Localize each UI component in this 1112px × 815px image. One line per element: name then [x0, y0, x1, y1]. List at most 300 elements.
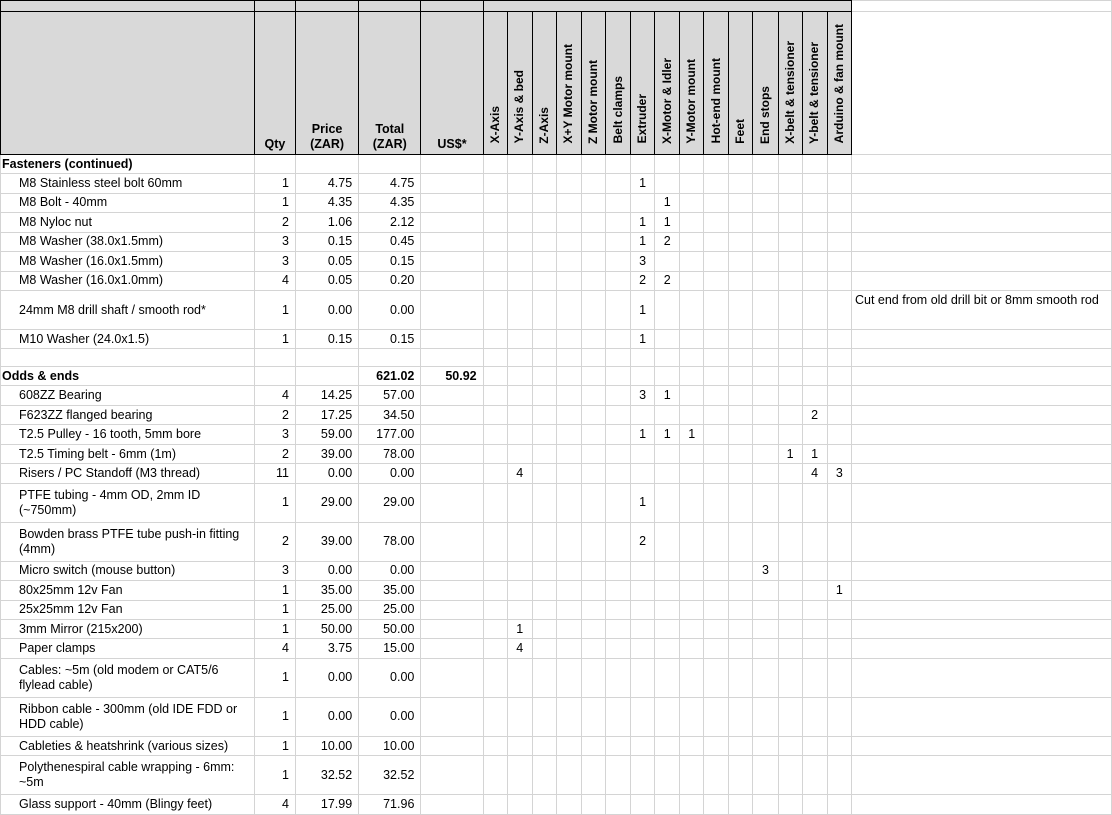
part-qty-cell[interactable]: 1	[655, 213, 680, 232]
price-cell[interactable]: 0.15	[295, 330, 358, 349]
part-qty-cell[interactable]	[483, 405, 507, 424]
header-part-13[interactable]	[802, 12, 827, 155]
part-qty-cell[interactable]	[802, 756, 827, 795]
total-cell[interactable]: 0.00	[359, 697, 421, 736]
qty-cell[interactable]: 2	[254, 522, 295, 561]
part-qty-cell[interactable]	[605, 600, 630, 619]
part-qty-cell[interactable]	[532, 174, 556, 193]
part-qty-cell[interactable]	[507, 366, 532, 385]
part-qty-cell[interactable]: 4	[802, 464, 827, 483]
usd-cell[interactable]	[421, 600, 483, 619]
part-qty-cell[interactable]	[483, 193, 507, 212]
header-part-1[interactable]	[507, 12, 532, 155]
part-qty-cell[interactable]: 3	[827, 464, 851, 483]
item-name-cell[interactable]: Cables: ~5m (old modem or CAT5/6 flylead cable)	[1, 658, 255, 697]
part-qty-cell[interactable]	[556, 483, 581, 522]
usd-cell[interactable]	[421, 330, 483, 349]
part-qty-cell[interactable]	[802, 581, 827, 600]
part-qty-cell[interactable]: 1	[655, 193, 680, 212]
part-qty-cell[interactable]	[556, 639, 581, 658]
usd-cell[interactable]	[421, 444, 483, 463]
price-cell[interactable]: 59.00	[295, 425, 358, 444]
part-qty-cell[interactable]	[483, 386, 507, 405]
part-qty-cell[interactable]	[655, 252, 680, 271]
part-qty-cell[interactable]	[532, 600, 556, 619]
part-qty-cell[interactable]	[655, 620, 680, 639]
part-qty-cell[interactable]	[532, 581, 556, 600]
total-cell[interactable]: 32.52	[359, 756, 421, 795]
item-name-cell[interactable]: Ribbon cable - 300mm (old IDE FDD or HDD cable)	[1, 697, 255, 736]
part-qty-cell[interactable]	[581, 444, 605, 463]
part-qty-cell[interactable]	[556, 600, 581, 619]
section-title-cell[interactable]: Odds & ends	[1, 366, 255, 385]
part-qty-cell[interactable]	[655, 561, 680, 580]
part-qty-cell[interactable]: 1	[778, 444, 802, 463]
part-qty-cell[interactable]	[605, 154, 630, 173]
item-name-cell[interactable]: Bowden brass PTFE tube push-in fitting (4mm)	[1, 522, 255, 561]
part-qty-cell[interactable]	[753, 483, 778, 522]
part-qty-cell[interactable]	[556, 174, 581, 193]
total-cell[interactable]: 71.96	[359, 795, 421, 815]
part-qty-cell[interactable]	[655, 736, 680, 755]
part-qty-cell[interactable]	[483, 291, 507, 330]
part-qty-cell[interactable]	[581, 386, 605, 405]
part-qty-cell[interactable]	[753, 405, 778, 424]
part-qty-cell[interactable]	[704, 658, 729, 697]
part-qty-cell[interactable]	[778, 154, 802, 173]
total-cell[interactable]: 35.00	[359, 581, 421, 600]
part-qty-cell[interactable]	[827, 444, 851, 463]
part-qty-cell[interactable]: 3	[631, 252, 655, 271]
part-qty-cell[interactable]	[631, 620, 655, 639]
part-qty-cell[interactable]	[704, 795, 729, 815]
part-qty-cell[interactable]	[802, 736, 827, 755]
item-name-cell[interactable]: Glass support - 40mm (Blingy feet)	[1, 795, 255, 815]
part-qty-cell[interactable]	[532, 386, 556, 405]
total-cell[interactable]: 0.15	[359, 252, 421, 271]
part-qty-cell[interactable]	[655, 600, 680, 619]
part-qty-cell[interactable]	[532, 483, 556, 522]
part-qty-cell[interactable]: 2	[631, 271, 655, 290]
part-qty-cell[interactable]	[802, 386, 827, 405]
part-qty-cell[interactable]	[729, 444, 753, 463]
qty-cell[interactable]: 1	[254, 291, 295, 330]
part-qty-cell[interactable]	[827, 193, 851, 212]
part-qty-cell[interactable]	[605, 581, 630, 600]
part-qty-cell[interactable]	[655, 658, 680, 697]
part-qty-cell[interactable]	[532, 658, 556, 697]
total-cell[interactable]: 0.00	[359, 658, 421, 697]
part-qty-cell[interactable]	[680, 193, 704, 212]
part-qty-cell[interactable]	[680, 252, 704, 271]
part-qty-cell[interactable]	[655, 581, 680, 600]
part-qty-cell[interactable]	[507, 174, 532, 193]
total-cell[interactable]: 4.35	[359, 193, 421, 212]
part-qty-cell[interactable]	[631, 756, 655, 795]
qty-cell[interactable]: 2	[254, 444, 295, 463]
part-qty-cell[interactable]	[704, 405, 729, 424]
qty-cell[interactable]: 1	[254, 174, 295, 193]
qty-cell[interactable]	[254, 366, 295, 385]
part-qty-cell[interactable]	[631, 658, 655, 697]
part-qty-cell[interactable]	[631, 154, 655, 173]
part-qty-cell[interactable]: 4	[507, 464, 532, 483]
part-qty-cell[interactable]	[802, 600, 827, 619]
item-name-cell[interactable]: M8 Bolt - 40mm	[1, 193, 255, 212]
part-qty-cell[interactable]	[581, 464, 605, 483]
price-cell[interactable]: 50.00	[295, 620, 358, 639]
part-qty-cell[interactable]	[704, 444, 729, 463]
part-qty-cell[interactable]	[483, 271, 507, 290]
part-qty-cell[interactable]: 1	[631, 174, 655, 193]
item-name-cell[interactable]: M8 Stainless steel bolt 60mm	[1, 174, 255, 193]
note-cell[interactable]	[851, 736, 1111, 755]
part-qty-cell[interactable]	[778, 658, 802, 697]
part-qty-cell[interactable]	[778, 600, 802, 619]
part-qty-cell[interactable]	[680, 600, 704, 619]
part-qty-cell[interactable]	[753, 658, 778, 697]
part-qty-cell[interactable]	[753, 213, 778, 232]
item-name-cell[interactable]: PTFE tubing - 4mm OD, 2mm ID (~750mm)	[1, 483, 255, 522]
part-qty-cell[interactable]	[753, 252, 778, 271]
part-qty-cell[interactable]	[556, 795, 581, 815]
part-qty-cell[interactable]	[704, 600, 729, 619]
qty-cell[interactable]: 4	[254, 386, 295, 405]
part-qty-cell[interactable]	[581, 174, 605, 193]
part-qty-cell[interactable]: 1	[631, 483, 655, 522]
qty-cell[interactable]: 1	[254, 581, 295, 600]
part-qty-cell[interactable]	[556, 213, 581, 232]
qty-cell[interactable]: 3	[254, 232, 295, 251]
part-qty-cell[interactable]	[631, 736, 655, 755]
part-qty-cell[interactable]	[704, 561, 729, 580]
part-qty-cell[interactable]	[556, 252, 581, 271]
part-qty-cell[interactable]	[483, 330, 507, 349]
part-qty-cell[interactable]	[581, 405, 605, 424]
part-qty-cell[interactable]	[483, 581, 507, 600]
part-qty-cell[interactable]	[556, 561, 581, 580]
part-qty-cell[interactable]	[704, 174, 729, 193]
note-cell[interactable]	[851, 213, 1111, 232]
part-qty-cell[interactable]	[556, 193, 581, 212]
total-cell[interactable]: 29.00	[359, 483, 421, 522]
part-qty-cell[interactable]	[704, 154, 729, 173]
part-qty-cell[interactable]	[605, 271, 630, 290]
part-qty-cell[interactable]	[753, 697, 778, 736]
part-qty-cell[interactable]	[556, 330, 581, 349]
note-cell[interactable]	[851, 756, 1111, 795]
part-qty-cell[interactable]	[631, 444, 655, 463]
part-qty-cell[interactable]	[532, 736, 556, 755]
part-qty-cell[interactable]	[605, 464, 630, 483]
part-qty-cell[interactable]	[827, 154, 851, 173]
qty-cell[interactable]: 1	[254, 736, 295, 755]
qty-cell[interactable]: 3	[254, 425, 295, 444]
qty-cell[interactable]	[254, 154, 295, 173]
note-cell[interactable]	[851, 697, 1111, 736]
part-qty-cell[interactable]	[778, 581, 802, 600]
note-cell[interactable]: Cut end from old drill bit or 8mm smooth rod	[851, 291, 1111, 330]
part-qty-cell[interactable]	[483, 464, 507, 483]
part-qty-cell[interactable]	[532, 271, 556, 290]
part-qty-cell[interactable]	[532, 154, 556, 173]
part-qty-cell[interactable]	[729, 330, 753, 349]
part-qty-cell[interactable]	[483, 561, 507, 580]
part-qty-cell[interactable]	[729, 366, 753, 385]
header-part-6[interactable]	[631, 12, 655, 155]
price-cell[interactable]: 0.00	[295, 697, 358, 736]
part-qty-cell[interactable]	[827, 600, 851, 619]
part-qty-cell[interactable]	[778, 366, 802, 385]
usd-cell[interactable]	[421, 658, 483, 697]
part-qty-cell[interactable]: 3	[753, 561, 778, 580]
qty-cell[interactable]: 1	[254, 756, 295, 795]
part-qty-cell[interactable]	[581, 271, 605, 290]
price-cell[interactable]: 1.06	[295, 213, 358, 232]
part-qty-cell[interactable]	[655, 366, 680, 385]
part-qty-cell[interactable]	[581, 213, 605, 232]
part-qty-cell[interactable]	[729, 756, 753, 795]
empty-cell[interactable]	[605, 349, 630, 366]
part-qty-cell[interactable]	[778, 386, 802, 405]
part-qty-cell[interactable]	[753, 386, 778, 405]
qty-cell[interactable]: 1	[254, 193, 295, 212]
part-qty-cell[interactable]	[581, 522, 605, 561]
price-cell[interactable]: 0.00	[295, 658, 358, 697]
header-part-14[interactable]	[827, 12, 851, 155]
note-cell[interactable]	[851, 252, 1111, 271]
total-cell[interactable]: 57.00	[359, 386, 421, 405]
usd-cell[interactable]	[421, 483, 483, 522]
part-qty-cell[interactable]	[581, 193, 605, 212]
part-qty-cell[interactable]	[680, 174, 704, 193]
part-qty-cell[interactable]	[532, 795, 556, 815]
part-qty-cell[interactable]	[631, 193, 655, 212]
header-part-10[interactable]	[729, 12, 753, 155]
header-part-4[interactable]	[581, 12, 605, 155]
part-qty-cell[interactable]	[605, 620, 630, 639]
total-cell[interactable]: 0.20	[359, 271, 421, 290]
total-cell[interactable]: 4.75	[359, 174, 421, 193]
part-qty-cell[interactable]	[827, 522, 851, 561]
part-qty-cell[interactable]	[704, 756, 729, 795]
part-qty-cell[interactable]: 1	[680, 425, 704, 444]
part-qty-cell[interactable]	[778, 736, 802, 755]
part-qty-cell[interactable]	[507, 697, 532, 736]
price-cell[interactable]	[295, 366, 358, 385]
part-qty-cell[interactable]	[802, 483, 827, 522]
part-qty-cell[interactable]	[655, 697, 680, 736]
part-qty-cell[interactable]	[778, 405, 802, 424]
header-usd[interactable]: US$*	[421, 12, 483, 155]
price-cell[interactable]: 32.52	[295, 756, 358, 795]
part-qty-cell[interactable]	[729, 639, 753, 658]
part-qty-cell[interactable]	[680, 213, 704, 232]
part-qty-cell[interactable]	[605, 795, 630, 815]
price-cell[interactable]: 0.00	[295, 464, 358, 483]
part-qty-cell[interactable]	[581, 330, 605, 349]
qty-cell[interactable]: 4	[254, 271, 295, 290]
part-qty-cell[interactable]	[704, 581, 729, 600]
part-qty-cell[interactable]	[729, 232, 753, 251]
part-qty-cell[interactable]	[556, 522, 581, 561]
part-qty-cell[interactable]	[556, 464, 581, 483]
part-qty-cell[interactable]	[483, 639, 507, 658]
part-qty-cell[interactable]	[605, 232, 630, 251]
note-cell[interactable]	[851, 522, 1111, 561]
part-qty-cell[interactable]: 3	[631, 386, 655, 405]
part-qty-cell[interactable]	[507, 271, 532, 290]
note-cell[interactable]	[851, 386, 1111, 405]
part-qty-cell[interactable]	[605, 736, 630, 755]
part-qty-cell[interactable]	[680, 154, 704, 173]
total-cell[interactable]	[359, 154, 421, 173]
note-cell[interactable]	[851, 174, 1111, 193]
price-cell[interactable]	[295, 154, 358, 173]
part-qty-cell[interactable]	[483, 620, 507, 639]
empty-cell[interactable]	[1, 349, 255, 366]
empty-cell[interactable]	[753, 349, 778, 366]
part-qty-cell[interactable]	[680, 581, 704, 600]
part-qty-cell[interactable]	[581, 581, 605, 600]
part-qty-cell[interactable]	[753, 795, 778, 815]
qty-cell[interactable]: 3	[254, 252, 295, 271]
item-name-cell[interactable]: 608ZZ Bearing	[1, 386, 255, 405]
part-qty-cell[interactable]	[729, 736, 753, 755]
part-qty-cell[interactable]	[802, 620, 827, 639]
empty-cell[interactable]	[827, 349, 851, 366]
part-qty-cell[interactable]	[581, 425, 605, 444]
part-qty-cell[interactable]	[753, 291, 778, 330]
part-qty-cell[interactable]	[532, 291, 556, 330]
part-qty-cell[interactable]	[581, 600, 605, 619]
part-qty-cell[interactable]	[802, 795, 827, 815]
price-cell[interactable]: 0.05	[295, 252, 358, 271]
part-qty-cell[interactable]: 2	[631, 522, 655, 561]
section-title-cell[interactable]: Fasteners (continued)	[1, 154, 255, 173]
item-name-cell[interactable]: M8 Washer (16.0x1.0mm)	[1, 271, 255, 290]
part-qty-cell[interactable]	[704, 213, 729, 232]
part-qty-cell[interactable]	[556, 271, 581, 290]
part-qty-cell[interactable]	[507, 193, 532, 212]
part-qty-cell[interactable]: 1	[631, 425, 655, 444]
note-cell[interactable]	[851, 600, 1111, 619]
part-qty-cell[interactable]	[704, 330, 729, 349]
part-qty-cell[interactable]	[605, 330, 630, 349]
part-qty-cell[interactable]	[704, 639, 729, 658]
part-qty-cell[interactable]	[778, 464, 802, 483]
qty-cell[interactable]: 1	[254, 658, 295, 697]
part-qty-cell[interactable]	[729, 425, 753, 444]
part-qty-cell[interactable]	[556, 386, 581, 405]
part-qty-cell[interactable]	[704, 522, 729, 561]
part-qty-cell[interactable]	[753, 174, 778, 193]
part-qty-cell[interactable]	[556, 232, 581, 251]
part-qty-cell[interactable]	[729, 600, 753, 619]
part-qty-cell[interactable]	[827, 405, 851, 424]
header-qty[interactable]: Qty	[254, 12, 295, 155]
part-qty-cell[interactable]	[532, 464, 556, 483]
part-qty-cell[interactable]	[802, 213, 827, 232]
part-qty-cell[interactable]	[753, 425, 778, 444]
part-qty-cell[interactable]	[802, 697, 827, 736]
part-qty-cell[interactable]	[704, 425, 729, 444]
part-qty-cell[interactable]	[680, 795, 704, 815]
part-qty-cell[interactable]	[778, 561, 802, 580]
part-qty-cell[interactable]	[631, 600, 655, 619]
usd-cell[interactable]	[421, 425, 483, 444]
header-part-5[interactable]	[605, 12, 630, 155]
part-qty-cell[interactable]	[605, 522, 630, 561]
part-qty-cell[interactable]	[827, 697, 851, 736]
part-qty-cell[interactable]: 2	[802, 405, 827, 424]
part-qty-cell[interactable]	[556, 581, 581, 600]
header-part-2[interactable]	[532, 12, 556, 155]
qty-cell[interactable]: 1	[254, 697, 295, 736]
total-cell[interactable]: 25.00	[359, 600, 421, 619]
total-cell[interactable]: 0.45	[359, 232, 421, 251]
part-qty-cell[interactable]	[704, 252, 729, 271]
part-qty-cell[interactable]	[704, 736, 729, 755]
item-name-cell[interactable]: Cableties & heatshrink (various sizes)	[1, 736, 255, 755]
usd-cell[interactable]: 50.92	[421, 366, 483, 385]
part-qty-cell[interactable]: 2	[655, 271, 680, 290]
part-qty-cell[interactable]	[532, 330, 556, 349]
note-cell[interactable]	[851, 561, 1111, 580]
price-cell[interactable]: 39.00	[295, 522, 358, 561]
part-qty-cell[interactable]	[581, 658, 605, 697]
part-qty-cell[interactable]	[507, 444, 532, 463]
total-cell[interactable]: 78.00	[359, 444, 421, 463]
part-qty-cell[interactable]	[802, 232, 827, 251]
part-qty-cell[interactable]	[483, 232, 507, 251]
usd-cell[interactable]	[421, 581, 483, 600]
part-qty-cell[interactable]	[802, 330, 827, 349]
part-qty-cell[interactable]	[680, 658, 704, 697]
item-name-cell[interactable]: Risers / PC Standoff (M3 thread)	[1, 464, 255, 483]
part-qty-cell[interactable]	[704, 697, 729, 736]
part-qty-cell[interactable]	[778, 425, 802, 444]
part-qty-cell[interactable]	[802, 425, 827, 444]
part-qty-cell[interactable]	[704, 193, 729, 212]
price-cell[interactable]: 3.75	[295, 639, 358, 658]
part-qty-cell[interactable]	[507, 756, 532, 795]
usd-cell[interactable]	[421, 561, 483, 580]
item-name-cell[interactable]: Polythenespiral cable wrapping - 6mm: ~5m	[1, 756, 255, 795]
header-price[interactable]	[295, 12, 358, 155]
note-cell[interactable]	[851, 581, 1111, 600]
empty-cell[interactable]	[680, 349, 704, 366]
part-qty-cell[interactable]	[802, 366, 827, 385]
part-qty-cell[interactable]	[802, 522, 827, 561]
part-qty-cell[interactable]	[729, 522, 753, 561]
part-qty-cell[interactable]	[729, 405, 753, 424]
part-qty-cell[interactable]	[581, 756, 605, 795]
usd-cell[interactable]	[421, 271, 483, 290]
item-name-cell[interactable]: Paper clamps	[1, 639, 255, 658]
part-qty-cell[interactable]	[581, 795, 605, 815]
part-qty-cell[interactable]	[605, 366, 630, 385]
part-qty-cell[interactable]	[680, 444, 704, 463]
note-cell[interactable]	[851, 658, 1111, 697]
part-qty-cell[interactable]	[729, 154, 753, 173]
part-qty-cell[interactable]	[729, 271, 753, 290]
part-qty-cell[interactable]	[631, 697, 655, 736]
header-part-8[interactable]	[680, 12, 704, 155]
part-qty-cell[interactable]	[483, 795, 507, 815]
part-qty-cell[interactable]	[753, 366, 778, 385]
part-qty-cell[interactable]	[655, 174, 680, 193]
